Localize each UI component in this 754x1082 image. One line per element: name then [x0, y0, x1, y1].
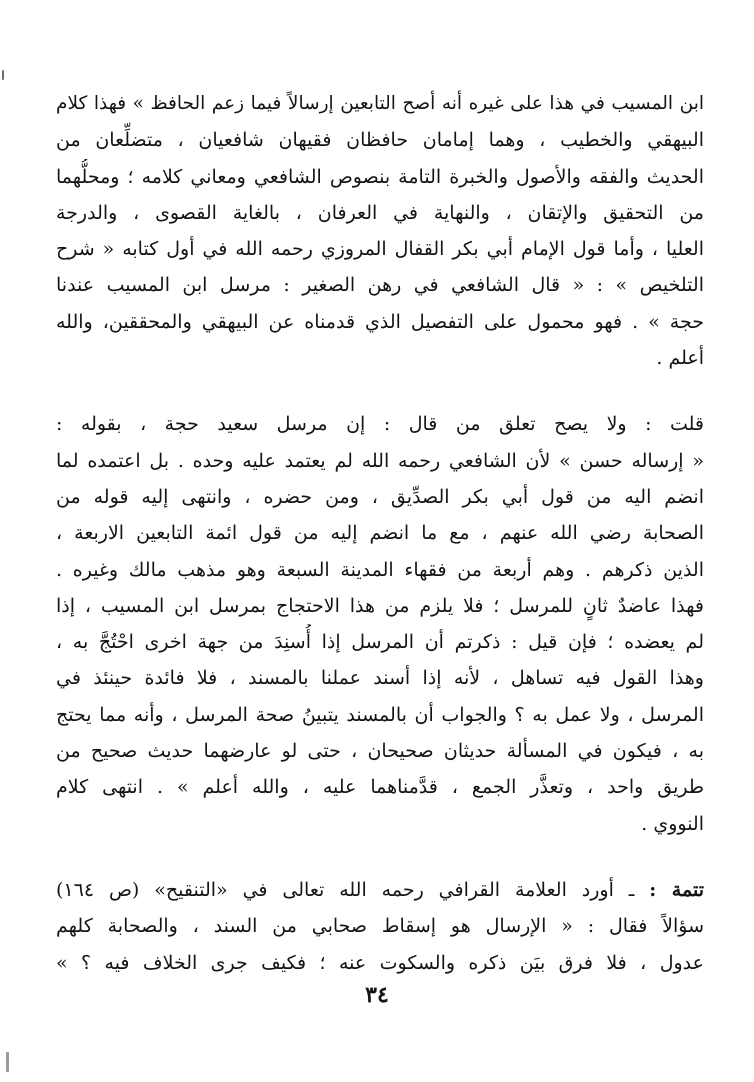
- text-line: [56, 872, 704, 908]
- scan-edge-mark: [6, 1052, 9, 1072]
- text-line: به ، فيكون في المسألة حديثان صحيحان ، حتى لو عارضهما حديث صحيح من: [56, 740, 704, 763]
- text-line: سؤالاً فقال : « الإرسال هو إسقاط صحابي من السند ، والصحابة كلهم: [56, 915, 704, 938]
- text-line: التلخيص » : « قال الشافعي في رهن الصغير : مرسل ابن المسيب عندنا: [56, 274, 704, 297]
- paragraph-1: [56, 86, 704, 376]
- scan-edge-mark: [2, 70, 4, 80]
- text-line: انضم اليه من قول أبي بكر الصدِّيق ، ومن حضره ، وانتهى إليه قوله من: [56, 485, 704, 508]
- text-line: المرسل ، ولا عمل به ؟ والجواب أن بالمسند يتبينُ صحة المرسل ، وأنه مما يحتج: [56, 703, 704, 726]
- text-line: فهذا عاضدٌ ثانٍ للمرسل ؛ فلا يلزم من هذا الاحتجاج بمرسل ابن المسيب ، إذا: [56, 594, 704, 617]
- heading-line-rest: ـ أورد العلامة القرافي رحمه الله تعالى في «التنقيح» (ص ١٦٤): [56, 878, 650, 901]
- text-line: لم يعضده ؛ فإن قيل : ذكرتم أن المرسل إذا أُسنِدَ من جهة اخرى احْتُجَّ به ،: [56, 631, 704, 654]
- page-body: [56, 86, 704, 981]
- text-line: الذين ذكرهم . وهم أربعة من فقهاء المدينة السبعة وهو مذهب مالك وغيره .: [56, 558, 704, 581]
- text-line: الحديث والفقه والأصول والخبرة التامة بنصوص الشافعي ومعاني كلامه ؛ ومحلُّهما: [56, 165, 704, 188]
- text-line: « إرساله حسن » لأن الشافعي رحمه الله لم يعتمد عليه وحده . بل اعتمده لما: [56, 449, 704, 472]
- text-line: من التحقيق والإتقان ، والنهاية في العرفان ، بالغاية القصوى ، والدرجة: [56, 201, 704, 224]
- paragraph-2: [56, 406, 704, 842]
- section-heading: تتمة :: [649, 878, 704, 901]
- text-line: وهذا القول فيه تساهل ، لأنه إذا أسند عملنا بالمسند ، فلا فائدة حينئذ في: [56, 667, 704, 690]
- paragraph-3: [56, 872, 704, 981]
- text-line: طريق واحد ، وتعذَّر الجمع ، قدَّمناهما عليه ، والله أعلم » . انتهى كلام: [56, 776, 704, 799]
- text-line: البيهقي والخطيب ، وهما إمامان حافظان فقيهان شافعيان ، متضلِّعان من: [56, 129, 704, 152]
- text-line: العليا ، وأما قول الإمام أبي بكر القفال المروزي رحمه الله في أول كتابه « شرح: [56, 238, 704, 261]
- text-line: الصحابة رضي الله عنهم ، مع ما انضم إليه من قول ائمة التابعين الاربعة ،: [56, 522, 704, 545]
- text-line: عدول ، فلا فرق بيَن ذكره والسكوت عنه ؛ فكيف جرى الخلاف فيه ؟ »: [56, 951, 704, 974]
- text-line: أعلم .: [656, 347, 704, 370]
- text-line: حجة » . فهو محمول على التفصيل الذي قدمناه عن البيهقي والمحققين، والله: [56, 310, 704, 333]
- text-line: قلت : ولا يصح تعلق من قال : إن مرسل سعيد حجة ، بقوله :: [56, 413, 704, 436]
- text-line: ابن المسيب في هذا على غيره أنه أصح التابعين إرسالاً فيما زعم الحافظ » فهذا كلام: [56, 93, 704, 114]
- page-number: ٣٤: [365, 982, 389, 1008]
- text-line: النووي .: [641, 812, 704, 835]
